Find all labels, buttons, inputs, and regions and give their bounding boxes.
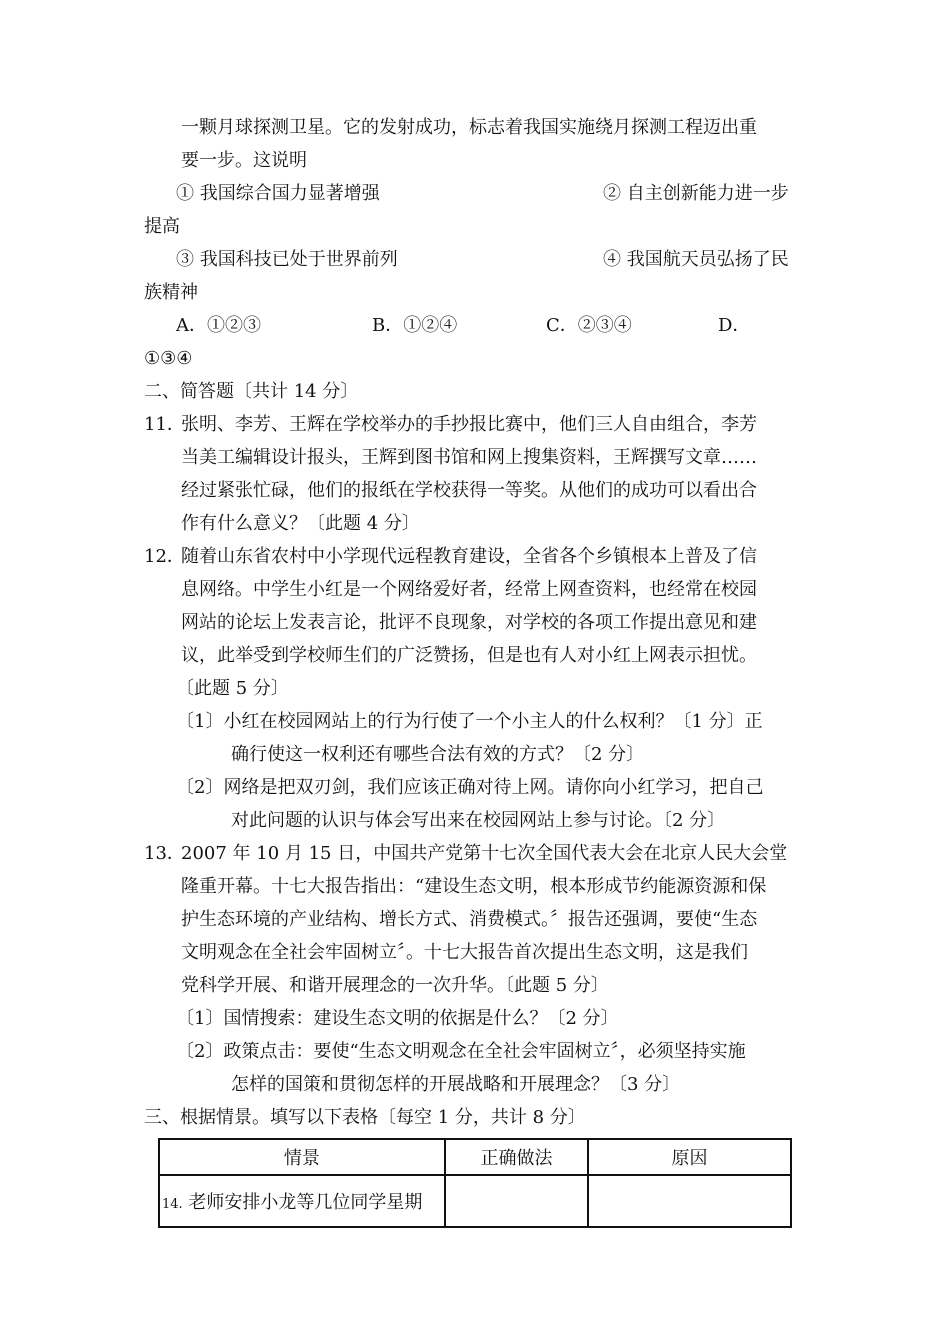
table-header-row — [159, 1139, 791, 1175]
q13-sub2-line-1: 〔2〕政策点击：要使“生态文明观念在全社会牢固树立〞，必须坚持实施 — [176, 1041, 746, 1062]
q13-line-4: 文明观念在全社会牢固树立〞。十七大报告首次提出生态文明，这是我们 — [181, 942, 748, 963]
row-14-correct-approach-cell — [445, 1175, 588, 1227]
q10-option-c: C．②③④ — [546, 315, 632, 336]
q12-sub1-line-1: 〔1〕小红在校园网站上的行为行使了一个小主人的什么权利？〔1 分〕正 — [176, 711, 763, 732]
header-correct-approach: 正确做法 — [445, 1139, 588, 1175]
q13-line-1: 2007 年 10 月 15 日，中国共产党第十七次全国代表大会在北京人民大会堂 — [181, 843, 788, 864]
q10-statement-1: ① 我国综合国力显著增强 — [176, 183, 380, 204]
q13-sub1: 〔1〕国情搜索：建设生态文明的依据是什么？〔2 分〕 — [176, 1008, 619, 1029]
q10-statement-2-wrap: 提高 — [144, 216, 180, 237]
q10-statement-3: ③ 我国科技已处于世界前列 — [176, 249, 398, 270]
q10-statement-2: ② 自主创新能力进一步 — [603, 183, 789, 204]
q13-number: 13． — [144, 843, 185, 864]
row-14-number: 14. — [162, 1197, 183, 1212]
q13-sub2-line-2: 怎样的国策和贯彻怎样的开展战略和开展理念？〔3 分〕 — [231, 1074, 681, 1095]
q10-line-1: 一颗月球探测卫星。它的发射成功，标志着我国实施绕月探测工程迈出重 — [181, 117, 757, 138]
section-2-heading: 二、简答题〔共计 14 分〕 — [144, 381, 359, 402]
q12-sub2-line-1: 〔2〕网络是把双刃剑，我们应该正确对待上网。请你向小红学习，把自己 — [176, 777, 764, 798]
q11-line-3: 经过紧张忙碌，他们的报纸在学校获得一等奖。从他们的成功可以看出合 — [181, 480, 757, 501]
q12-line-1: 随着山东省农村中小学现代远程教育建设，全省各个乡镇根本上普及了信 — [181, 546, 757, 567]
q10-statement-4: ④ 我国航天员弘扬了民 — [603, 249, 789, 270]
q11-line-4: 作有什么意义？〔此题 4 分〕 — [181, 513, 420, 534]
q10-line-2: 要一步。这说明 — [181, 150, 307, 171]
q10-option-b: B．①②④ — [372, 315, 458, 336]
header-situation: 情景 — [159, 1139, 445, 1175]
q12-number: 12． — [144, 546, 185, 567]
q11-line-1: 张明、李芳、王辉在学校举办的手抄报比赛中，他们三人自由组合，李芳 — [181, 414, 757, 435]
q10-option-d-label: D． — [718, 315, 751, 336]
q12-line-3: 网站的论坛上发表言论，批评不良现象，对学校的各项工作提出意见和建 — [181, 612, 757, 633]
section-3-heading: 三、根据情景。填写以下表格〔每空 1 分，共计 8 分〕 — [144, 1107, 586, 1128]
situation-table — [158, 1138, 792, 1228]
row-14-text: 老师安排小龙等几位同学星期 — [188, 1192, 423, 1213]
row-14-reason-cell — [588, 1175, 791, 1227]
table-row — [159, 1175, 791, 1227]
q10-option-d-value: ①③④ — [144, 348, 193, 369]
q12-sub1-line-2: 确行使这一权利还有哪些合法有效的方式？〔2 分〕 — [231, 744, 645, 765]
q12-sub2-line-2: 对此问题的认识与体会写出来在校园网站上参与讨论。〔2 分〕 — [231, 810, 726, 831]
q11-line-2: 当美工编辑设计报头，王辉到图书馆和网上搜集资料，王辉撰写文章…… — [181, 447, 757, 468]
q10-option-a: A．①②③ — [176, 315, 261, 336]
q13-line-2: 隆重开幕。十七大报告指出：“建设生态文明，根本形成节约能源资源和保 — [181, 876, 767, 897]
q10-statement-4-wrap: 族精神 — [144, 282, 198, 303]
q12-line-5: 〔此题 5 分〕 — [176, 678, 289, 699]
row-14-situation — [159, 1175, 445, 1227]
q13-line-5: 党科学开展、和谐开展理念的一次升华。〔此题 5 分〕 — [181, 975, 609, 996]
header-reason: 原因 — [588, 1139, 791, 1175]
q11-number: 11． — [144, 414, 185, 435]
q12-line-2: 息网络。中学生小红是一个网络爱好者，经常上网查资料，也经常在校园 — [181, 579, 757, 600]
q13-line-3: 护生态环境的产业结构、增长方式、消费模式。〞报告还强调，要使“生态 — [181, 909, 758, 930]
q12-line-4: 议，此举受到学校师生们的广泛赞扬，但是也有人对小红上网表示担忧。 — [181, 645, 757, 666]
